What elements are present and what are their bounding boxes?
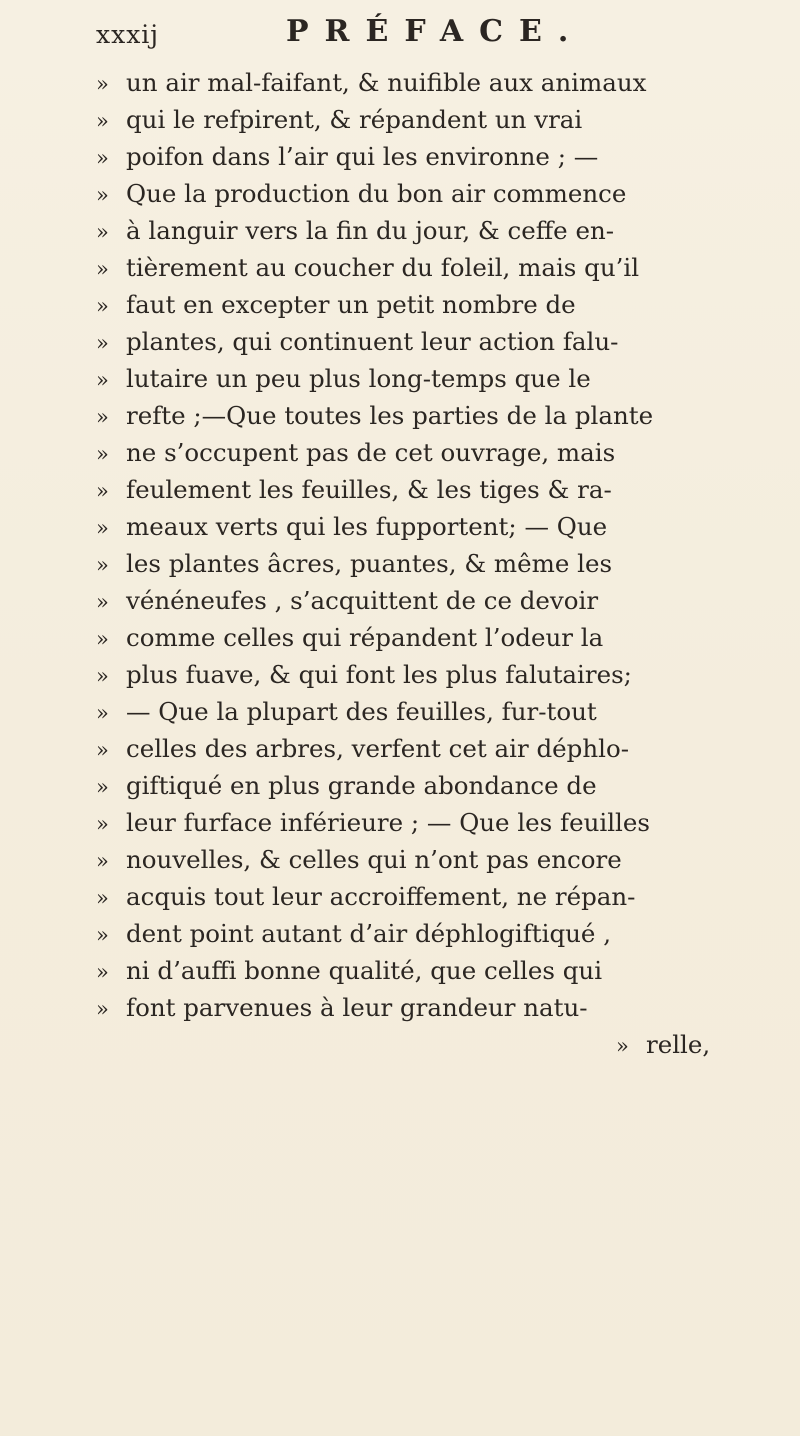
- quote-mark: »: [96, 627, 109, 651]
- quote-mark: »: [96, 997, 109, 1021]
- text-line: » un air mal-faifant, & nuifible aux animaux: [96, 64, 716, 101]
- text-line: » ni d’auffi bonne qualité, que celles qui: [96, 952, 716, 989]
- text-line: » dent point autant d’air déphlogiftiqué ,: [96, 915, 716, 952]
- text-line: » tièrement au coucher du foleil, mais qu’il: [96, 249, 716, 286]
- text-line: » les plantes âcres, puantes, & même les: [96, 545, 716, 582]
- page-header: [96, 14, 716, 60]
- quote-mark: »: [96, 664, 109, 688]
- text-line: » plus fuave, & qui font les plus falutaires;: [96, 656, 716, 693]
- quote-mark: »: [96, 960, 109, 984]
- text-line: » qui le refpirent, & répandent un vrai: [96, 101, 716, 138]
- catchword-line: [96, 1026, 716, 1063]
- quote-mark: »: [96, 516, 109, 540]
- text-line: » feulement les feuilles, & les tiges & ra-: [96, 471, 716, 508]
- text-line: » — Que la plupart des feuilles, fur-tout: [96, 693, 716, 730]
- quote-mark: »: [96, 220, 109, 244]
- text-line: » lutaire un peu plus long-temps que le: [96, 360, 716, 397]
- quote-mark: »: [96, 257, 109, 281]
- quote-mark: »: [96, 368, 109, 392]
- text-line: » leur furface inférieure ; — Que les feuilles: [96, 804, 716, 841]
- quote-mark: »: [96, 294, 109, 318]
- quote-mark: »: [96, 331, 109, 355]
- text-line: » refte ;—Que toutes les parties de la plante: [96, 397, 716, 434]
- quote-mark: »: [96, 738, 109, 762]
- quote-mark: »: [96, 405, 109, 429]
- quote-mark: »: [96, 442, 109, 466]
- text-line: » meaux verts qui les fupportent; — Que: [96, 508, 716, 545]
- text-line: » comme celles qui répandent l’odeur la: [96, 619, 716, 656]
- quote-mark: »: [96, 701, 109, 725]
- text-line: » nouvelles, & celles qui n’ont pas encore: [96, 841, 716, 878]
- text-line: » poifon dans l’air qui les environne ; —: [96, 138, 716, 175]
- quote-mark: »: [96, 183, 109, 207]
- quote-mark: »: [96, 72, 109, 96]
- page-number: xxxij: [96, 20, 160, 49]
- text-line: » faut en excepter un petit nombre de: [96, 286, 716, 323]
- body-text: [96, 64, 716, 1063]
- quote-mark: »: [96, 109, 109, 133]
- text-line: » font parvenues à leur grandeur natu-: [96, 989, 716, 1026]
- text-line: » plantes, qui continuent leur action falu-: [96, 323, 716, 360]
- quote-mark: »: [96, 775, 109, 799]
- quote-mark: »: [96, 812, 109, 836]
- quote-mark: »: [96, 553, 109, 577]
- running-head: PRÉFACE.: [286, 14, 585, 49]
- catchword: relle,: [646, 1030, 711, 1059]
- text-line: » acquis tout leur accroiffement, ne répan-: [96, 878, 716, 915]
- quote-mark: »: [96, 923, 109, 947]
- quote-mark: »: [96, 886, 109, 910]
- quote-mark: »: [96, 146, 109, 170]
- text-line: » celles des arbres, verfent cet air déphlo-: [96, 730, 716, 767]
- text-line: » ne s’occupent pas de cet ouvrage, mais: [96, 434, 716, 471]
- quote-mark: »: [96, 849, 109, 873]
- quote-mark: »: [96, 590, 109, 614]
- text-line: » vénéneufes , s’acquittent de ce devoir: [96, 582, 716, 619]
- text-line: » Que la production du bon air commence: [96, 175, 716, 212]
- quote-mark: »: [616, 1034, 629, 1058]
- text-line: » à languir vers la fin du jour, & ceffe en-: [96, 212, 716, 249]
- text-line: » giftiqué en plus grande abondance de: [96, 767, 716, 804]
- quote-mark: »: [96, 479, 109, 503]
